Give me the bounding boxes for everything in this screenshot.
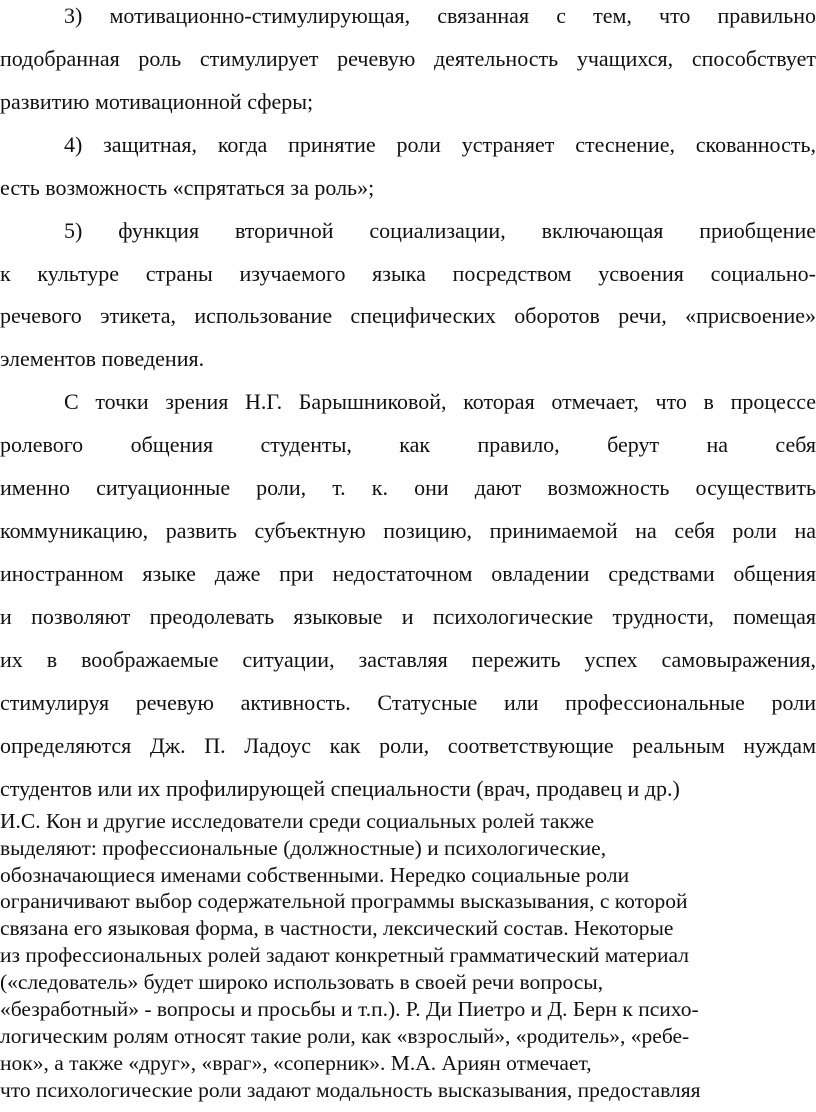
text-line: обозначающиеся именами собственными. Нередко социальные роли	[0, 863, 630, 887]
text-line: что психологические роли задают модальность высказывания, предоставляя	[0, 1078, 701, 1102]
text-line: и позволяют преодолевать языковые и психологические трудности, помещая	[0, 604, 816, 629]
text-line: нок», а также «друг», «враг», «соперник». М.А. Ариян отмечает,	[0, 1051, 592, 1075]
text-line: из профессиональных ролей задают конкретный грамматический материал	[0, 943, 690, 967]
text-line: 5) функция вторичной социализации, включающая приобщение	[64, 218, 816, 243]
text-line: связана его языковая форма, в частности, лексический состав. Некоторые	[0, 916, 674, 940]
text-line: логическим ролям относят такие роли, как «взрослый», «родитель», «ребе-	[0, 1024, 690, 1048]
text-line: 3) мотивационно-стимулирующая, связанная с тем, что правильно	[64, 3, 816, 28]
text-line: есть возможность «спрятаться за роль»;	[0, 175, 375, 200]
text-line: стимулируя речевую активность. Статусные или профессиональные роли	[0, 690, 816, 715]
text-line: «безработный» - вопросы и просьбы и т.п.). Р. Ди Пиетро и Д. Берн к психо-	[0, 997, 699, 1021]
text-line: к культуре страны изучаемого языка посредством усвоения социально-	[0, 261, 816, 286]
text-line: выделяют: профессиональные (должностные) и психологические,	[0, 836, 607, 860]
text-line: определяются Дж. П. Ладоус как роли, соответствующие реальным нуждам	[0, 733, 816, 758]
text-line: иностранном языке даже при недостаточном овладении средствами общения	[0, 561, 816, 586]
text-line: их в воображаемые ситуации, заставляя пережить успех самовыражения,	[0, 647, 816, 672]
text-line: («следователь» будет широко использовать в своей речи вопросы,	[0, 970, 604, 994]
text-line: ограничивают выбор содержательной программы высказывания, с которой	[0, 889, 688, 913]
text-line: И.С. Кон и другие исследователи среди социальных ролей также	[0, 809, 594, 833]
text-line: студентов или их профилирующей специальности (врач, продавец и др.)	[0, 776, 680, 801]
text-line: развитию мотивационной сферы;	[0, 89, 314, 114]
text-line: ролевого общения студенты, как правило, берут на себя	[0, 432, 816, 457]
text-line: именно ситуационные роли, т. к. они дают возможность осуществить	[0, 475, 816, 500]
text-line: коммуникацию, развить субъектную позицию, принимаемой на себя роли на	[0, 518, 816, 543]
text-line: речевого этикета, использование специфических оборотов речи, «присвоение»	[0, 303, 816, 328]
text-line: 4) защитная, когда принятие роли устраняет стеснение, скованность,	[64, 132, 816, 157]
text-line: С точки зрения Н.Г. Барышниковой, которая отмечает, что в процессе	[64, 389, 816, 414]
text-line: подобранная роль стимулирует речевую деятельность учащихся, способствует	[0, 46, 816, 71]
text-line: элементов поведения.	[0, 346, 205, 371]
